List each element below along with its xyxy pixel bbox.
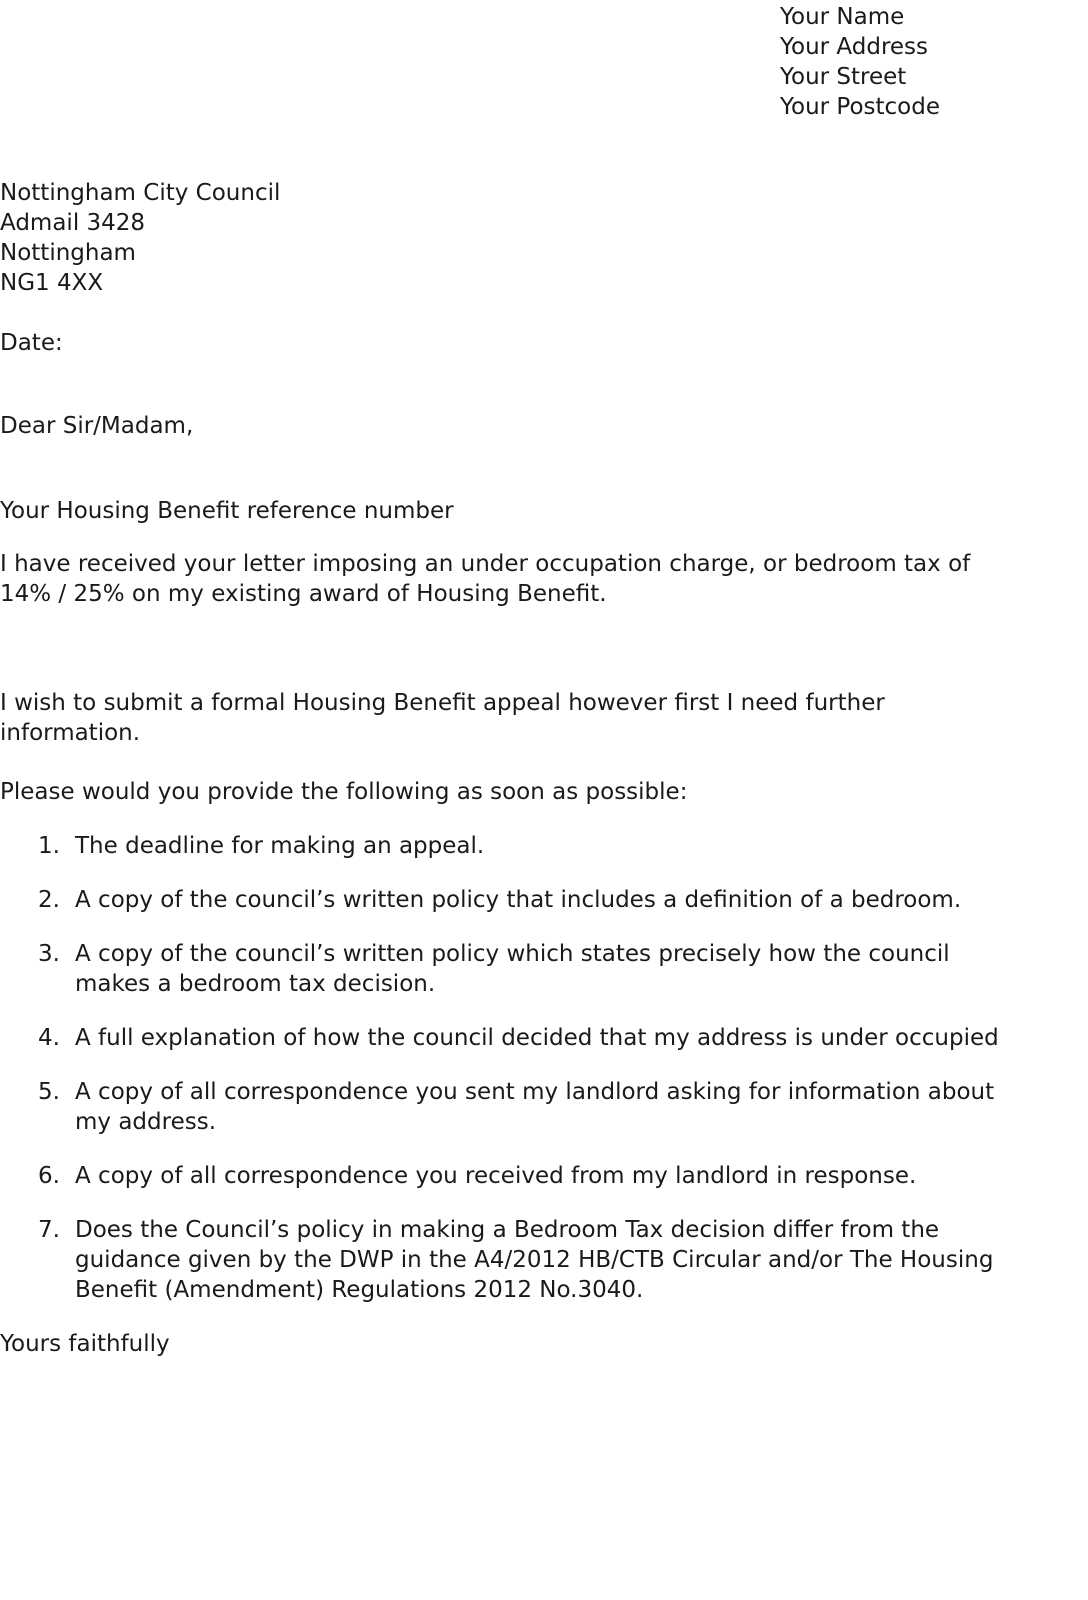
paragraph-appeal-intent [0,688,885,748]
date-label: Date: [0,330,63,356]
closing: Yours faithfully [0,1331,170,1357]
sender-address-block [780,2,940,122]
list-item-number: 2. [38,887,60,913]
list-item-number: 7. [38,1217,60,1243]
sender-address: Your Address [780,34,929,60]
paragraph-line: I wish to submit a formal Housing Benefit appeal however first I need further [0,690,885,716]
salutation: Dear Sir/Madam, [0,413,194,439]
list-item-text: A full explanation of how the council decided that my address is under occupied [75,1025,999,1051]
list-item-text: A copy of all correspondence you sent my landlord asking for information about my address. [75,1079,995,1135]
list-item-number: 3. [38,941,60,967]
reference-line: Your Housing Benefit reference number [0,498,454,524]
paragraph-line: 14% / 25% on my existing award of Housing Benefit. [0,581,607,607]
list-item-text: A copy of all correspondence you received from my landlord in response. [75,1163,917,1189]
sender-name: Your Name [780,4,905,30]
paragraph-line: I have received your letter imposing an under occupation charge, or bedroom tax of [0,551,971,577]
recipient-postcode: NG1 4XX [0,270,104,296]
list-item-number: 1. [38,833,60,859]
sender-street: Your Street [780,64,907,90]
paragraph-received-letter [0,549,970,609]
list-item-text: A copy of the council’s written policy that includes a definition of a bedroom. [75,887,962,913]
list-item-number: 5. [38,1079,60,1105]
recipient-organisation: Nottingham City Council [0,180,281,206]
list-item-text: The deadline for making an appeal. [75,833,485,859]
recipient-admail: Admail 3428 [0,210,146,236]
list-item-number: 4. [38,1025,60,1051]
sender-postcode: Your Postcode [780,94,941,120]
recipient-address-block [0,178,280,298]
list-item-text: A copy of the council’s written policy which states precisely how the council makes a bedroom tax decision. [75,941,950,997]
list-item-number: 6. [38,1163,60,1189]
recipient-city: Nottingham [0,240,136,266]
paragraph-request-intro: Please would you provide the following as soon as possible: [0,779,688,805]
paragraph-line: information. [0,720,141,746]
list-item-text: Does the Council’s policy in making a Bedroom Tax decision differ from the guidance given by the DWP in the A4/2012 HB/CTB Circular and/or The Housing Benefit (Amendment) Regulations 2012 No.3040. [75,1217,994,1303]
